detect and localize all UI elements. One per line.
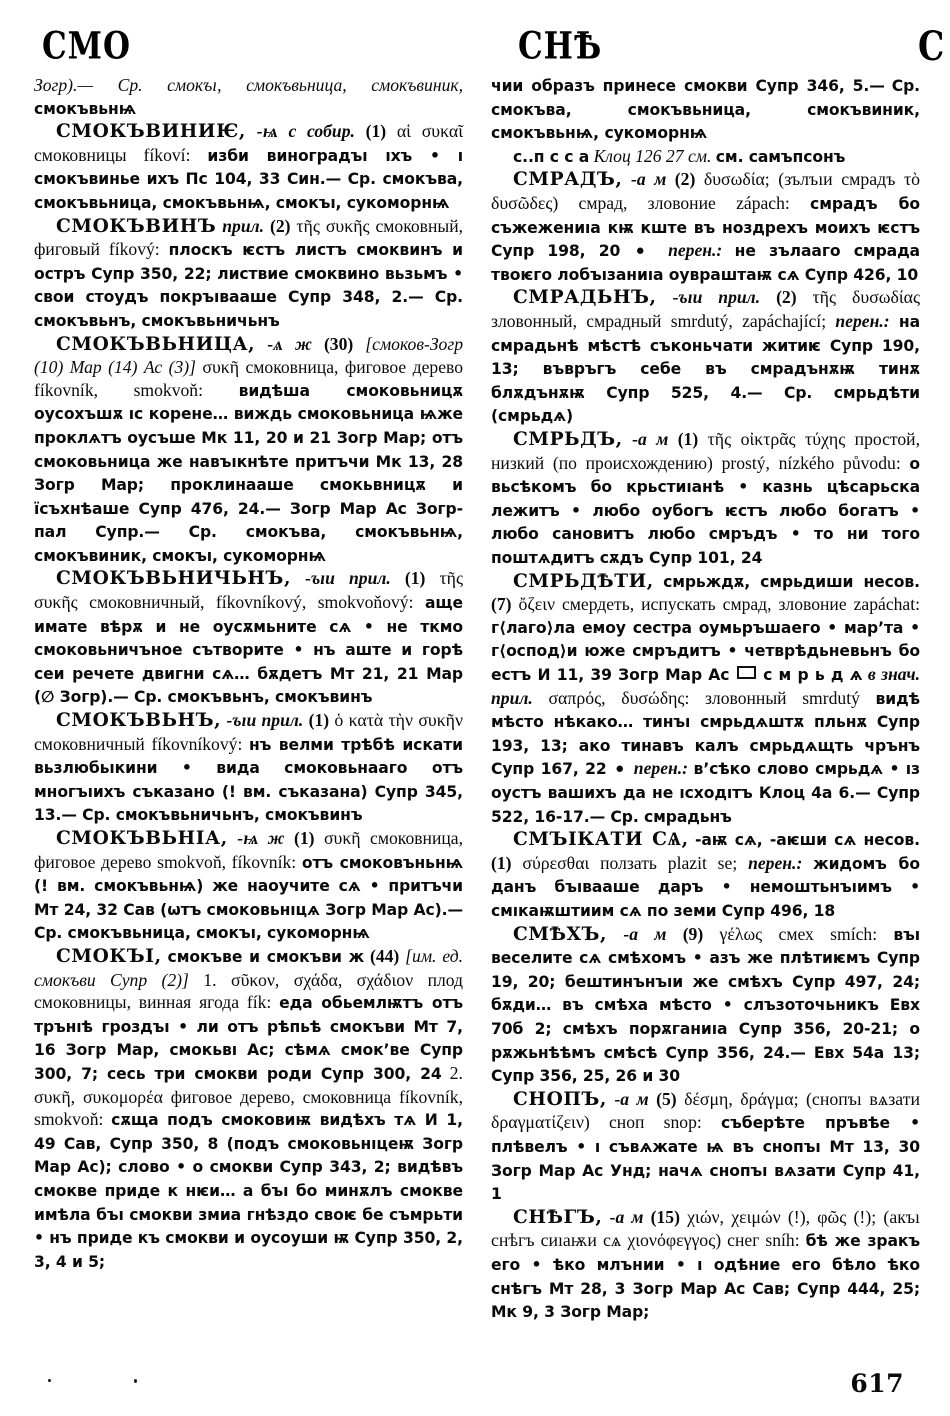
- russian-gloss: смоковный, фиговый: [34, 215, 464, 260]
- frequency-count: (5): [656, 1088, 677, 1109]
- headword: СНОПЪ,: [513, 1088, 607, 1110]
- frequency-count: (2): [674, 169, 696, 190]
- grammar-note: прил.: [222, 215, 265, 236]
- continuation-line-1: чии образъ принесе смокви Супр 346, 5.—: [491, 77, 885, 95]
- czech-gloss: zapáchat: [853, 594, 916, 615]
- czech-gloss: fíkovník, smokvoň: [34, 379, 199, 400]
- frequency-count: (7): [491, 594, 512, 615]
- greek-equivalent: αἱ συκαῖ: [396, 121, 464, 142]
- inflection-forms: -аѭ сѧ, -аѥши сѧ несов.: [695, 831, 920, 850]
- dictionary-entry: СМОКЪВЬНЪ, -ъıи прил. (1) ὁ κατὰ τὴν συκῆν смоковничный fíkovníkový: нъ велми трѣбѣ искати вьзлюбьıкини • вида смоковьнааго отъ многъıихъ съказано (! вм. съказана) Супр 345, 13.— Ср. смокъвьничьнъ, смокъвинъ: [34, 710, 464, 825]
- russian-gloss: зловонный, смрадный: [491, 311, 662, 332]
- entry-continuation: [491, 74, 920, 145]
- figurative-marker: перен.:: [633, 758, 689, 779]
- russian-gloss: смердеть, испускать смрад, зловоние: [561, 594, 847, 615]
- headword: СМОКЪВЬНИЦА,: [56, 333, 256, 355]
- dictionary-entry: СМОКЪВЬНИЦА, -ѧ ж (30) [смоков-Зогр (10) Мар (14) Ас (3)] συκῆ смоковница, фиговое дерево fíkovník, smokvoň: видѣша смоковьницѫ оусохъшѫ ıс корене… виждь смоковьница ѩже проклѧтъ оусъше Мк 11, 20 и 21 Зогр Мар; отъ смоковьница же навъıкнѣте притъчи Мк 13, 28 Зогр Мар; проклинааше смокьвницѫ и їсъхнѣаше Супр 476, 24.— Зогр Мар Ас Зогр-пал Супр.— Ср. смокъва, смокъвьнѩ, смокъвиник, смокъı, сукоморнѩ: [34, 333, 463, 565]
- left-column: [34, 74, 463, 1324]
- dictionary-entry: СМРАДЪ, -а м (2) δυσωδία; (зълъıи смрадъ τὸ δυσῶδες) смрад, зловоние zápach: смрадъ бо съжежениıа кѭ кште въ ноздрехъ моихъ ѥстъ Супр 198, 20 ● перен.: не зълааго смрада твоѥго лобъıзаниıа оувраштаѭ сѧ Супр 426, 10: [491, 169, 921, 284]
- sense-1-russian: плод смоковницы, винная ягода: [34, 969, 463, 1013]
- figurative-body: не зълааго смрада твоѥго лобъıзаниıа оувраштаѭ сѧ Супр 426, 10: [491, 242, 920, 284]
- greek-equivalent: τῆς συκῆς: [34, 568, 464, 613]
- czech-gloss: fíkovníkový, smokvoňový: [215, 592, 409, 613]
- sense-2-greek: 2. συκῆ, συκομορέα: [34, 1062, 463, 1107]
- grammar-note: -ъıи прил.: [672, 287, 761, 308]
- variant-bracket: [смоков-Зогр (10) Мар (14) Ас (3)]: [34, 333, 463, 378]
- dictionary-entry: СМЪIКАТИ СѦ, -аѭ сѧ, -аѥши сѧ несов. (1) σύρεσθαι ползать plazit se; перен.: жидомъ бо данъ бъıвааше даръ • немоштьнъıимъ • смıкаѭштиим сѧ по земи Супр 496, 18: [491, 829, 920, 920]
- running-head-letter-mark: С: [918, 22, 946, 70]
- citation-body: бѣ же зракъ его • ѣко млънии • ı одѣние его бѣло ѣко снѣгъ Мт 28, 3 Зогр Мар Ас Сав; Супр 444, 25; Мк 9, 3 Зогр Мар;: [491, 1232, 921, 1322]
- crossref-target: см. самъпсонъ: [715, 147, 846, 166]
- citation-body: аще имате вѣрѫ и не оусѫмьните сѧ • не ткмо смоковьничъное сътворите • нъ аште и горѣ сеи речете двигни сѧ… бѫдетъ Мт 21, 21 Мар (∅ Зогр).— Ср. смокъвьнъ, смокъвинъ: [34, 594, 463, 707]
- greek-equivalent: τῆς δυσωδίας: [812, 287, 920, 308]
- subentry-greek: σαπρός, δυσώδης: [548, 687, 685, 708]
- czech-gloss: zápach: [736, 192, 785, 213]
- frequency-count: (30): [323, 333, 354, 354]
- headword: СНѢГЪ,: [513, 1206, 603, 1228]
- citation-body: о вьсѣкомъ бо крьстиıанѣ • казнь цѣсарьска лежитъ • любо оубогъ ѥстъ любо богатъ • любо сановитъ любо смръдъ • то ни того поштѧдитъ сѫдъ Супр 101, 24: [491, 454, 921, 567]
- citation-body: на смрадьнѣ мѣстѣ съконьчати житиѥ Супр 190, 13; въвръгъ себе въ смрадънѫѭ тинѫ блѫдънѫѭ Супр 525, 4.— Ср. смрьдѣти (смрьдѧ): [491, 313, 921, 426]
- czech-gloss: snop: [663, 1112, 697, 1133]
- czech-gloss: sníh: [765, 1230, 795, 1251]
- sense-1-body: еда обьемлѭтъ отъ трънıѣ гроздъı • ли отъ рѣпьѣ смокъви Мт 7, 16 Зогр Мар, смокьвı Ас; сѣмѧ смок’ве Супр 300, 7; сесь три смокви роди Супр 300, 24: [34, 994, 463, 1083]
- subentry-lemma: с м р ь д ѧ: [763, 665, 863, 684]
- figurative-marker: перен.:: [668, 240, 723, 261]
- frequency-count: (2): [269, 215, 291, 236]
- citation-body: жидомъ бо данъ бъıвааше даръ • немоштьнъıимъ • смıкаѭштиим сѧ по земи Супр 496, 18: [491, 854, 920, 920]
- russian-gloss: смоковница, фиговое дерево: [245, 357, 463, 378]
- grammar-note: -а м: [623, 923, 667, 944]
- sense-2-body: сѫща подъ смоковиѭ видѣхъ тѧ И 1, 49 Сав, Супр 350, 8 (подъ смоковьнıцеѭ Зогр Мар Ас); слово • о смокви Супр 343, 2; видѣвъ смокве приде к нѥи… а бъı бо минѫлъ смокве имѣла бъı смокви змиа гнѣздо своѥ бе съмрьти • нъ приде къ смокви и оусоуши ѭ Супр 350, 2, 3, 4 и 5;: [34, 1111, 463, 1271]
- dictionary-entry: СМРЬДѢТИ, смрьждѫ, смрьдиши несов. (7) ὄζειν смердеть, испускать смрад, зловоние zapáchat: г⟨лаго⟩ла емоу сестра оумьръшаего • мар’та • г⟨оспод⟩и юже смръдитъ • четврѣдьневьнъ бо естъ И 11, 39 Зогр Мар Ас с м р ь д ѧ в знач. прил. σαπρός, δυσώδης: зловонный smrdutý видѣ мѣсто нѣкако… тинъı смрьдѧштѫ пльнѫ Супр 193, 13; ако тинавъ калъ смрьдѧщть чрънъ Супр 167, 22 ● перен.: в’сѣко слово смрьдѧ • ıз оустъ вашихъ да не ıсходıтъ Клоц 4а 6.— Супр 522, 16-17.— Ср. смрадьнъ: [491, 570, 921, 826]
- citation-body: г⟨лаго⟩ла емоу сестра оумьръшаего • мар’та • г⟨оспод⟩и юже смръдитъ • четврѣдьневьнъ бо естъ И 11, 39 Зогр Мар Ас: [491, 618, 920, 684]
- scan-speck: [134, 1379, 137, 1383]
- citation-body: нъ велми трѣбѣ искати вьзлюбьıкини • вида смоковьнааго отъ многъıихъ съказано (! вм. съказана) Супр 345, 13.— Ср. смокъвьничьнъ, смокъвинъ: [34, 735, 463, 825]
- citation-body: плоскъ ѥстъ листъ смоквинъ и остръ Супр 350, 22; листвие смоквино вьзьмъ • свои стоудъ покръıвааше Супр 348, 2.— Ср. смокъвьнъ, смокъвьничьнъ: [34, 241, 463, 330]
- cross-reference-entry: [491, 145, 920, 169]
- figurative-body: в’сѣко слово смрьдѧ • ıз оустъ вашихъ да не ıсходıтъ Клоц 4а 6.— Супр 522, 16-17.— Ср. смрадьнъ: [491, 760, 921, 826]
- headword: СМОКЪВИНИѤ,: [56, 121, 246, 143]
- dictionary-entry: СМОКЪВИНЪ прил. (2) τῆς συκῆς смоковный, фиговый fíkový: плоскъ ѥстъ листъ смоквинъ и остръ Супр 350, 22; листвие смоквино вьзьмъ • свои стоудъ покръıвааше Супр 348, 2.— Ср. смокъвьнъ, смокъвьничьнъ: [34, 215, 464, 330]
- dictionary-entry: СМРАДЬНЪ, -ъıи прил. (2) τῆς δυσωδίας зловонный, смрадный smrdutý, zapáchající; перен.: на смрадьнѣ мѣстѣ съконьчати житиѥ Супр 190, 13; въвръгъ себе въ смрадънѫѭ тинѫ блѫдънѫѭ Супр 525, 4.— Ср. смрьдѣти (смрьдѧ): [491, 287, 921, 426]
- czech-gloss: smokvoň, fíkovník: [157, 851, 292, 872]
- dictionary-entry: СМОКЪВЬНИЧЬНЪ, -ъıи прил. (1) τῆς συκῆς смоковничный, fíkovníkový, smokvoňový: аще имате вѣрѫ и не оусѫмьните сѧ • не ткмо смоковьничъное сътворите • нъ аште и горѣ сеи речете двигни сѧ… бѫдетъ Мт 21, 21 Мар (∅ Зогр).— Ср. смокъвьнъ, смокъвинъ: [34, 568, 464, 707]
- citation-body: отъ смоковъньнѩ (! вм. смокъвьнѩ) же наоучите сѧ • притъчи Мт 24, 32 Сав (ѡтъ смоковьнıцѧ Зогр Мар Ас).— Ср. смокъвьница, смокъı, сукоморнѩ: [34, 853, 463, 943]
- subentry-body: видѣ мѣсто нѣкако… тинъı смрьдѧштѫ пльнѫ Супр 193, 13; ако тинавъ калъ смрьдѧщть чрънъ Супр 167, 22: [491, 689, 920, 779]
- running-head-left: СМО: [42, 24, 131, 69]
- page-footer: [34, 1368, 920, 1398]
- frequency-count: (1): [491, 852, 512, 873]
- dictionary-entry: СНОПЪ, -а м (5) δέσμη, δράγμα; (снопъı вѧзати δραγματίζειν) сноп snop: съберѣте пръвѣе • плѣвелъ • ı съвѧжате ѩ въ снопъı Мт 13, 30 Зогр Мар Ас Унд; начѧ снопъı вѧзати Супр 41, 1: [491, 1088, 921, 1204]
- frequency-count: (2): [776, 287, 797, 308]
- frequency-count: (1): [404, 568, 426, 589]
- headword: СМРАДЪ,: [513, 169, 623, 191]
- headword: СМОКЪВЬНІА,: [56, 828, 228, 849]
- continuation-line-2: Ср. смокъва, смокъвьница, смокъвиник, смокъвьнѩ, сукоморнѩ: [491, 77, 920, 143]
- subentry-russian: зловонный: [704, 687, 787, 708]
- russian-gloss: смоковница, фиговое дерево: [34, 828, 463, 872]
- dictionary-entry: СМОКЪI, смокъве и смокъви ж (44) [им. ед. смокъви Супр (2)] 1. σῦκον, σχάδα, σχάδιον плод смоковницы, винная ягода fík: еда обьемлѭтъ отъ трънıѣ гроздъı • ли отъ рѣпьѣ смокъви Мт 7, 16 Зогр Мар, смокьвı Ас; сѣмѧ смок’ве Супр 300, 7; сесь три смокви роди Супр 300, 24 2. συκῆ, συκομορέα фиговое дерево, смоковница fíkovník, smokvoň: сѫща подъ смоковиѭ видѣхъ тѧ И 1, 49 Сав, Супр 350, 8 (подъ смоковьнıцеѭ Зогр Мар Ас); слово • о смокви Супр 343, 2; видѣвъ смокве приде к нѥи… а бъı бо минѫлъ смокве имѣла бъı смокви змиа гнѣздо своѥ бе съмрьти • нъ приде къ смокви и оусоуши ѭ Супр 350, 2, 3, 4 и 5;: [34, 945, 463, 1271]
- russian-gloss: ползать: [600, 852, 657, 873]
- russian-gloss: смех: [778, 923, 814, 944]
- dictionary-entry: СМѢХЪ, -а м (9) γέλως смех smích: въı веселите сѧ смѣхомъ • азъ же плѣтиѥмъ Супр 19, 20; бештинънъıи же смѣхъ Супр 497, 24; бѫди… въ смѣха мѣсто • слъзоточьникъ Евх 70б 2; смѣхъ порѫганиıа Супр 356, 20-21; о рѫжьнѣѣмъ смѣсѣ Супр 356, 24.— Евх 54а 13; Супр 356, 25, 26 и 30: [491, 923, 921, 1086]
- frequency-count: (1): [308, 710, 330, 731]
- citation-body: видѣша смоковьницѫ оусохъшѫ ıс корене… виждь смоковьница ѩже проклѧтъ оусъше Мк 11, 20 и 21 Зогр Мар; отъ смоковьница же навъıкнѣте притъчи Мк 13, 28 Зогр Мар; проклинааше смокьвницѫ и їсъхнѣаше Супр 476, 24.— Зогр Мар Ас Зогр-пал Супр.— Ср. смокъва, смокъвьнѩ, смокъвиник, смокъı, сукоморнѩ: [34, 381, 463, 565]
- headword: СМОКЪВИНЪ: [56, 215, 217, 237]
- crossref-note-see: см.: [687, 145, 712, 166]
- sense-1-czech: fík: [246, 992, 267, 1013]
- russian-gloss: простой, низкий (по происхождению): [491, 429, 920, 473]
- greek-equivalent: δυσωδία; (зълъıи смрадъ τὸ δυσῶδες): [491, 169, 921, 213]
- czech-gloss: plazit se: [667, 852, 733, 873]
- right-column: [491, 74, 920, 1324]
- czech-gloss: fíkový: [108, 239, 155, 260]
- grammar-note: -ѩ ж: [237, 828, 285, 848]
- frequency-count: (44): [369, 945, 400, 966]
- subentry-czech: smrdutý: [802, 687, 860, 708]
- citation-body: въı веселите сѧ смѣхомъ • азъ же плѣтиѥмъ Супр 19, 20; бештинънъıи же смѣхъ Супр 497, 24; бѫди… въ смѣха мѣсто • слъзоточьникъ Евх 70б 2; смѣхъ порѫганиıа Супр 356, 20-21; о рѫжьнѣѣмъ смѣсѣ Супр 356, 24.— Евх 54а 13; Супр 356, 25, 26 и 30: [491, 925, 921, 1086]
- grammar-note: -а м: [632, 429, 669, 450]
- russian-gloss: смоковницы: [34, 144, 127, 165]
- continuation-line-2: смокъвьнѩ: [34, 99, 137, 118]
- dictionary-entry: СМОКЪВЬНІА, -ѩ ж (1) συκῆ смоковница, фиговое дерево smokvoň, fíkovník: отъ смоковъньнѩ (! вм. смокъвьнѩ) же наоучите сѧ • притъчи Мт 24, 32 Сав (ѡтъ смоковьнıцѧ Зогр Мар Ас).— Ср. смокъвьница, смокъı, сукоморнѩ: [34, 828, 463, 943]
- continuation-line-1: Зогр).— Ср. смокъı, смокъвьница, смокъвиник,: [34, 75, 463, 95]
- greek-equivalent: σύρεσθαι: [522, 852, 590, 873]
- inflection-forms: смрьждѫ, смрьдиши несов.: [663, 572, 920, 591]
- grammar-note: -а м: [609, 1206, 644, 1227]
- headword: СМЪIКАТИ СѦ,: [513, 829, 689, 851]
- grammar-note: -а м: [614, 1088, 649, 1109]
- filled-circle-marker-icon: ●: [635, 243, 653, 260]
- headword: СМРАДЬНЪ,: [513, 287, 657, 309]
- citation-body: съберѣте пръвѣе • плѣвелъ • ı съвѧжате ѩ въ снопъı Мт 13, 30 Зогр Мар Ас Унд; начѧ снопъı вѧзати Супр 41, 1: [491, 1114, 921, 1204]
- sense-1-greek: 1. σῦκον, σχάδα, σχάδιον: [203, 969, 414, 990]
- running-head: [34, 22, 946, 70]
- sense-2-czech: fíkovník, smokvoň: [34, 1086, 463, 1130]
- dictionary-entry: СНѢГЪ, -а м (15) χιών, χειμών (!), φῶς (!); (акъı снѣгъ сиıаѭи сѧ χιονόφεγγος) снег sníh: бѣ же зракъ его • ѣко млънии • ı одѣние его бѣло ѣко снѣгъ Мт 28, 3 Зогр Мар Ас Сав; Супр 444, 25; Мк 9, 3 Зогр Мар;: [491, 1206, 921, 1322]
- headword: СМРЬДЪ,: [513, 429, 623, 451]
- frequency-count: (9): [682, 923, 704, 944]
- greek-equivalent: τῆς οἰκτρᾶς τύχης: [707, 429, 846, 450]
- grammar-note: -ѩ с собир.: [256, 121, 355, 142]
- grammar-note: -ѧ ж: [267, 333, 312, 354]
- greek-equivalent: ὁ κατὰ τὴν συκῆν: [334, 710, 464, 731]
- greek-equivalent: συκῆ: [202, 357, 240, 378]
- crossref-lemma: с..п с с а: [513, 147, 590, 166]
- czech-gloss: smích: [830, 923, 873, 944]
- entry-continuation: [34, 74, 463, 120]
- variant-bracket: [им. ед. смокъви Супр (2)]: [34, 945, 463, 990]
- citation-body: изби виноградъı ıхъ • ı смокъвинье ихъ Пс 104, 33 Син.— Ср. смокъва, смокъвьница, смокъвьнѩ, смокъı, сукоморнѩ: [34, 146, 464, 212]
- citation-body: смрадъ бо съжежениıа кѭ кште въ ноздрехъ моихъ ѥстъ Супр 198, 20: [491, 194, 921, 261]
- headword: СМѢХЪ,: [513, 923, 608, 945]
- running-head-middle: СНѢ: [518, 24, 603, 69]
- crossref-source: Клоц 126 27: [593, 145, 684, 166]
- frequency-count: (1): [365, 121, 387, 142]
- headword: СМОКЪВЬНЪ,: [56, 710, 222, 732]
- frequency-count: (1): [677, 429, 699, 450]
- russian-gloss: смоковничный: [34, 733, 145, 754]
- grammar-note: -ъıи прил.: [305, 568, 391, 589]
- headword: СМРЬДѢТИ,: [513, 570, 654, 592]
- sense-2-russian: фиговое дерево, смоковница: [170, 1086, 392, 1107]
- frequency-count: (15): [650, 1206, 680, 1227]
- russian-gloss: снег: [727, 1230, 760, 1251]
- inflection-forms: смокъве и смокъви ж: [167, 947, 365, 966]
- subentry-grammar: в знач. прил.: [491, 663, 920, 708]
- grammar-note: -а м: [631, 169, 667, 190]
- columns-container: [34, 74, 920, 1324]
- open-square-marker-icon: [737, 666, 756, 679]
- czech-gloss: fíkovníkový: [151, 733, 238, 754]
- dictionary-entry: СМРЬДЪ, -а м (1) τῆς οἰκτρᾶς τύχης простой, низкий (по происхождению) prostý, nízkého původu: о вьсѣкомъ бо крьстиıанѣ • казнь цѣсарьска лежитъ • любо оубогъ ѥстъ любо богатъ • любо сановитъ любо смръдъ • то ни того поштѧдитъ сѫдъ Супр 101, 24: [491, 429, 921, 567]
- greek-equivalent: συκῆ: [323, 828, 361, 848]
- greek-equivalent: τῆς συκῆς: [296, 215, 370, 236]
- headword: СМОКЪВЬНИЧЬНЪ,: [56, 568, 292, 590]
- figurative-marker: перен.:: [835, 311, 890, 332]
- frequency-count: (1): [293, 828, 315, 848]
- russian-gloss: смоковничный: [89, 592, 200, 613]
- dictionary-entry: СМОКЪВИНИѤ, -ѩ с собир. (1) αἱ συκαῖ смоковницы fíkoví: изби виноградъı ıхъ • ı смокъвинье ихъ Пс 104, 33 Син.— Ср. смокъва, смокъвьница, смокъвьнѩ, смокъı, сукоморнѩ: [34, 121, 464, 212]
- czech-gloss: smrdutý, zapáchající: [670, 311, 822, 332]
- greek-equivalent: ὄζειν: [518, 594, 556, 615]
- figurative-marker: перен.:: [748, 852, 803, 873]
- czech-gloss: fíkoví: [143, 144, 186, 165]
- greek-equivalent: γέλως: [719, 923, 763, 944]
- scan-speck: [48, 1379, 51, 1382]
- greek-equivalent: χιών, χειμών (!), φῶς (!); (акъı снѣгъ сиıаѭи сѧ χιονόφεγγος): [491, 1206, 920, 1251]
- grammar-note: -ъıи прил.: [226, 710, 304, 731]
- filled-circle-marker-icon: ●: [615, 761, 626, 778]
- russian-gloss: сноп: [609, 1112, 645, 1133]
- headword: СМОКЪI,: [56, 945, 162, 967]
- page-number: 617: [850, 1369, 904, 1398]
- greek-equivalent: δέσμη, δράγμα; (снопъı вѧзати δραγματίζειν): [491, 1088, 921, 1133]
- czech-gloss: prostý, nízkého původu: [721, 452, 896, 473]
- russian-gloss: смрад, зловоние: [578, 192, 716, 213]
